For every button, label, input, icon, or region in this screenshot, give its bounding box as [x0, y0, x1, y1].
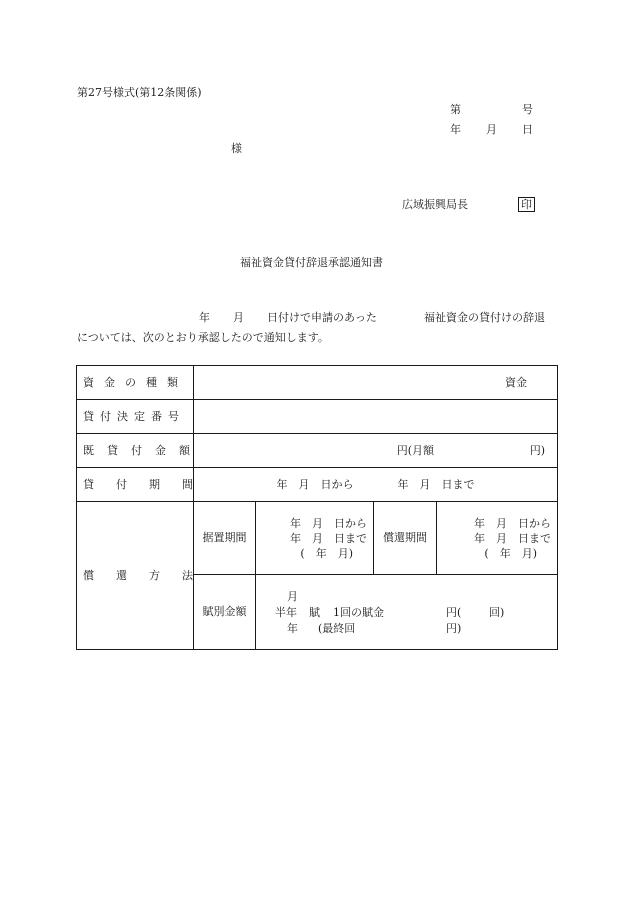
decision-number-value: [194, 400, 558, 434]
loan-details-table: [76, 365, 558, 650]
date-day: 日: [522, 123, 533, 136]
loan-amount-value: [194, 434, 558, 468]
inst-final: (最終回: [318, 622, 356, 635]
repayment-period-label: 償還期間: [374, 502, 437, 575]
repay-line-1: 年 月 日から: [474, 516, 551, 530]
installment-amount-value: [256, 575, 558, 650]
body-text-line2: については、次のとおり承認したので通知します。: [77, 331, 329, 344]
date-year: 年: [450, 123, 461, 136]
amount-yen-monthly: 円(月額: [396, 443, 434, 457]
fund-type-value: [194, 366, 558, 400]
grace-line-3: ( 年 月): [300, 546, 353, 560]
row-decision-number: [77, 400, 558, 434]
inst-per-payment: 1回の賦金: [333, 606, 384, 619]
row-repayment-grace: [77, 502, 558, 575]
fund-type-label: [77, 366, 194, 400]
inst-year: 年: [287, 622, 298, 635]
inst-fu: 賦: [309, 606, 320, 619]
row-fund-type: [77, 366, 558, 400]
grace-line-1: 年 月 日から: [290, 516, 367, 530]
doc-number-go: 号: [522, 103, 533, 116]
document-title: 福祉資金貸付辞退承認通知書: [240, 256, 383, 269]
spread-label: 償還方法: [83, 568, 215, 582]
seal-mark: 印: [518, 197, 535, 212]
inst-month: 月: [287, 590, 298, 603]
loan-period-value: 年 月 日から 年 月 日まで: [194, 468, 558, 502]
inst-final-yen: 円): [446, 622, 462, 635]
grace-period-label: 据置期間: [194, 502, 256, 575]
form-number: 第27号様式(第12条関係): [77, 86, 202, 99]
amount-close: 円): [529, 443, 545, 457]
installment-amount-label: 賦別金額: [194, 575, 256, 650]
date-month: 月: [486, 123, 497, 136]
addressee-sama: 様: [231, 142, 242, 155]
loan-period-label: [77, 468, 215, 502]
body-year: 年: [199, 311, 210, 324]
inst-half-year: 半年: [275, 606, 297, 619]
repayment-period-value: [437, 502, 558, 575]
row-loan-period: [77, 468, 558, 502]
repay-line-3: ( 年 月): [484, 546, 537, 560]
inst-count: 回): [489, 606, 505, 619]
spread-label: 既貸付金額: [83, 443, 203, 457]
spread-label: 貸付決定番号: [83, 409, 185, 423]
repayment-method-label: [77, 502, 215, 650]
doc-number-dai: 第: [450, 103, 461, 116]
inst-yen: 円(: [446, 606, 462, 619]
issuer-title: 広域振興局長: [402, 198, 468, 211]
installment-box: [256, 575, 557, 649]
spread-label: 資金の種類: [83, 375, 188, 389]
loan-amount-label: [77, 434, 203, 468]
grace-line-2: 年 月 日まで: [290, 531, 367, 545]
spread-label: 貸付期間: [83, 477, 215, 491]
decision-number-label: [77, 400, 194, 434]
body-text-applied: 日付けで申請のあった: [267, 311, 377, 324]
issuer-seal: [518, 197, 535, 212]
row-loan-amount: [77, 434, 558, 468]
repay-line-2: 年 月 日まで: [474, 531, 551, 545]
body-text-fund: 福祉資金の貸付けの辞退: [424, 311, 545, 324]
grace-period-value: [256, 502, 374, 575]
fund-type-suffix: 資金: [505, 375, 527, 389]
body-month: 月: [233, 311, 244, 324]
